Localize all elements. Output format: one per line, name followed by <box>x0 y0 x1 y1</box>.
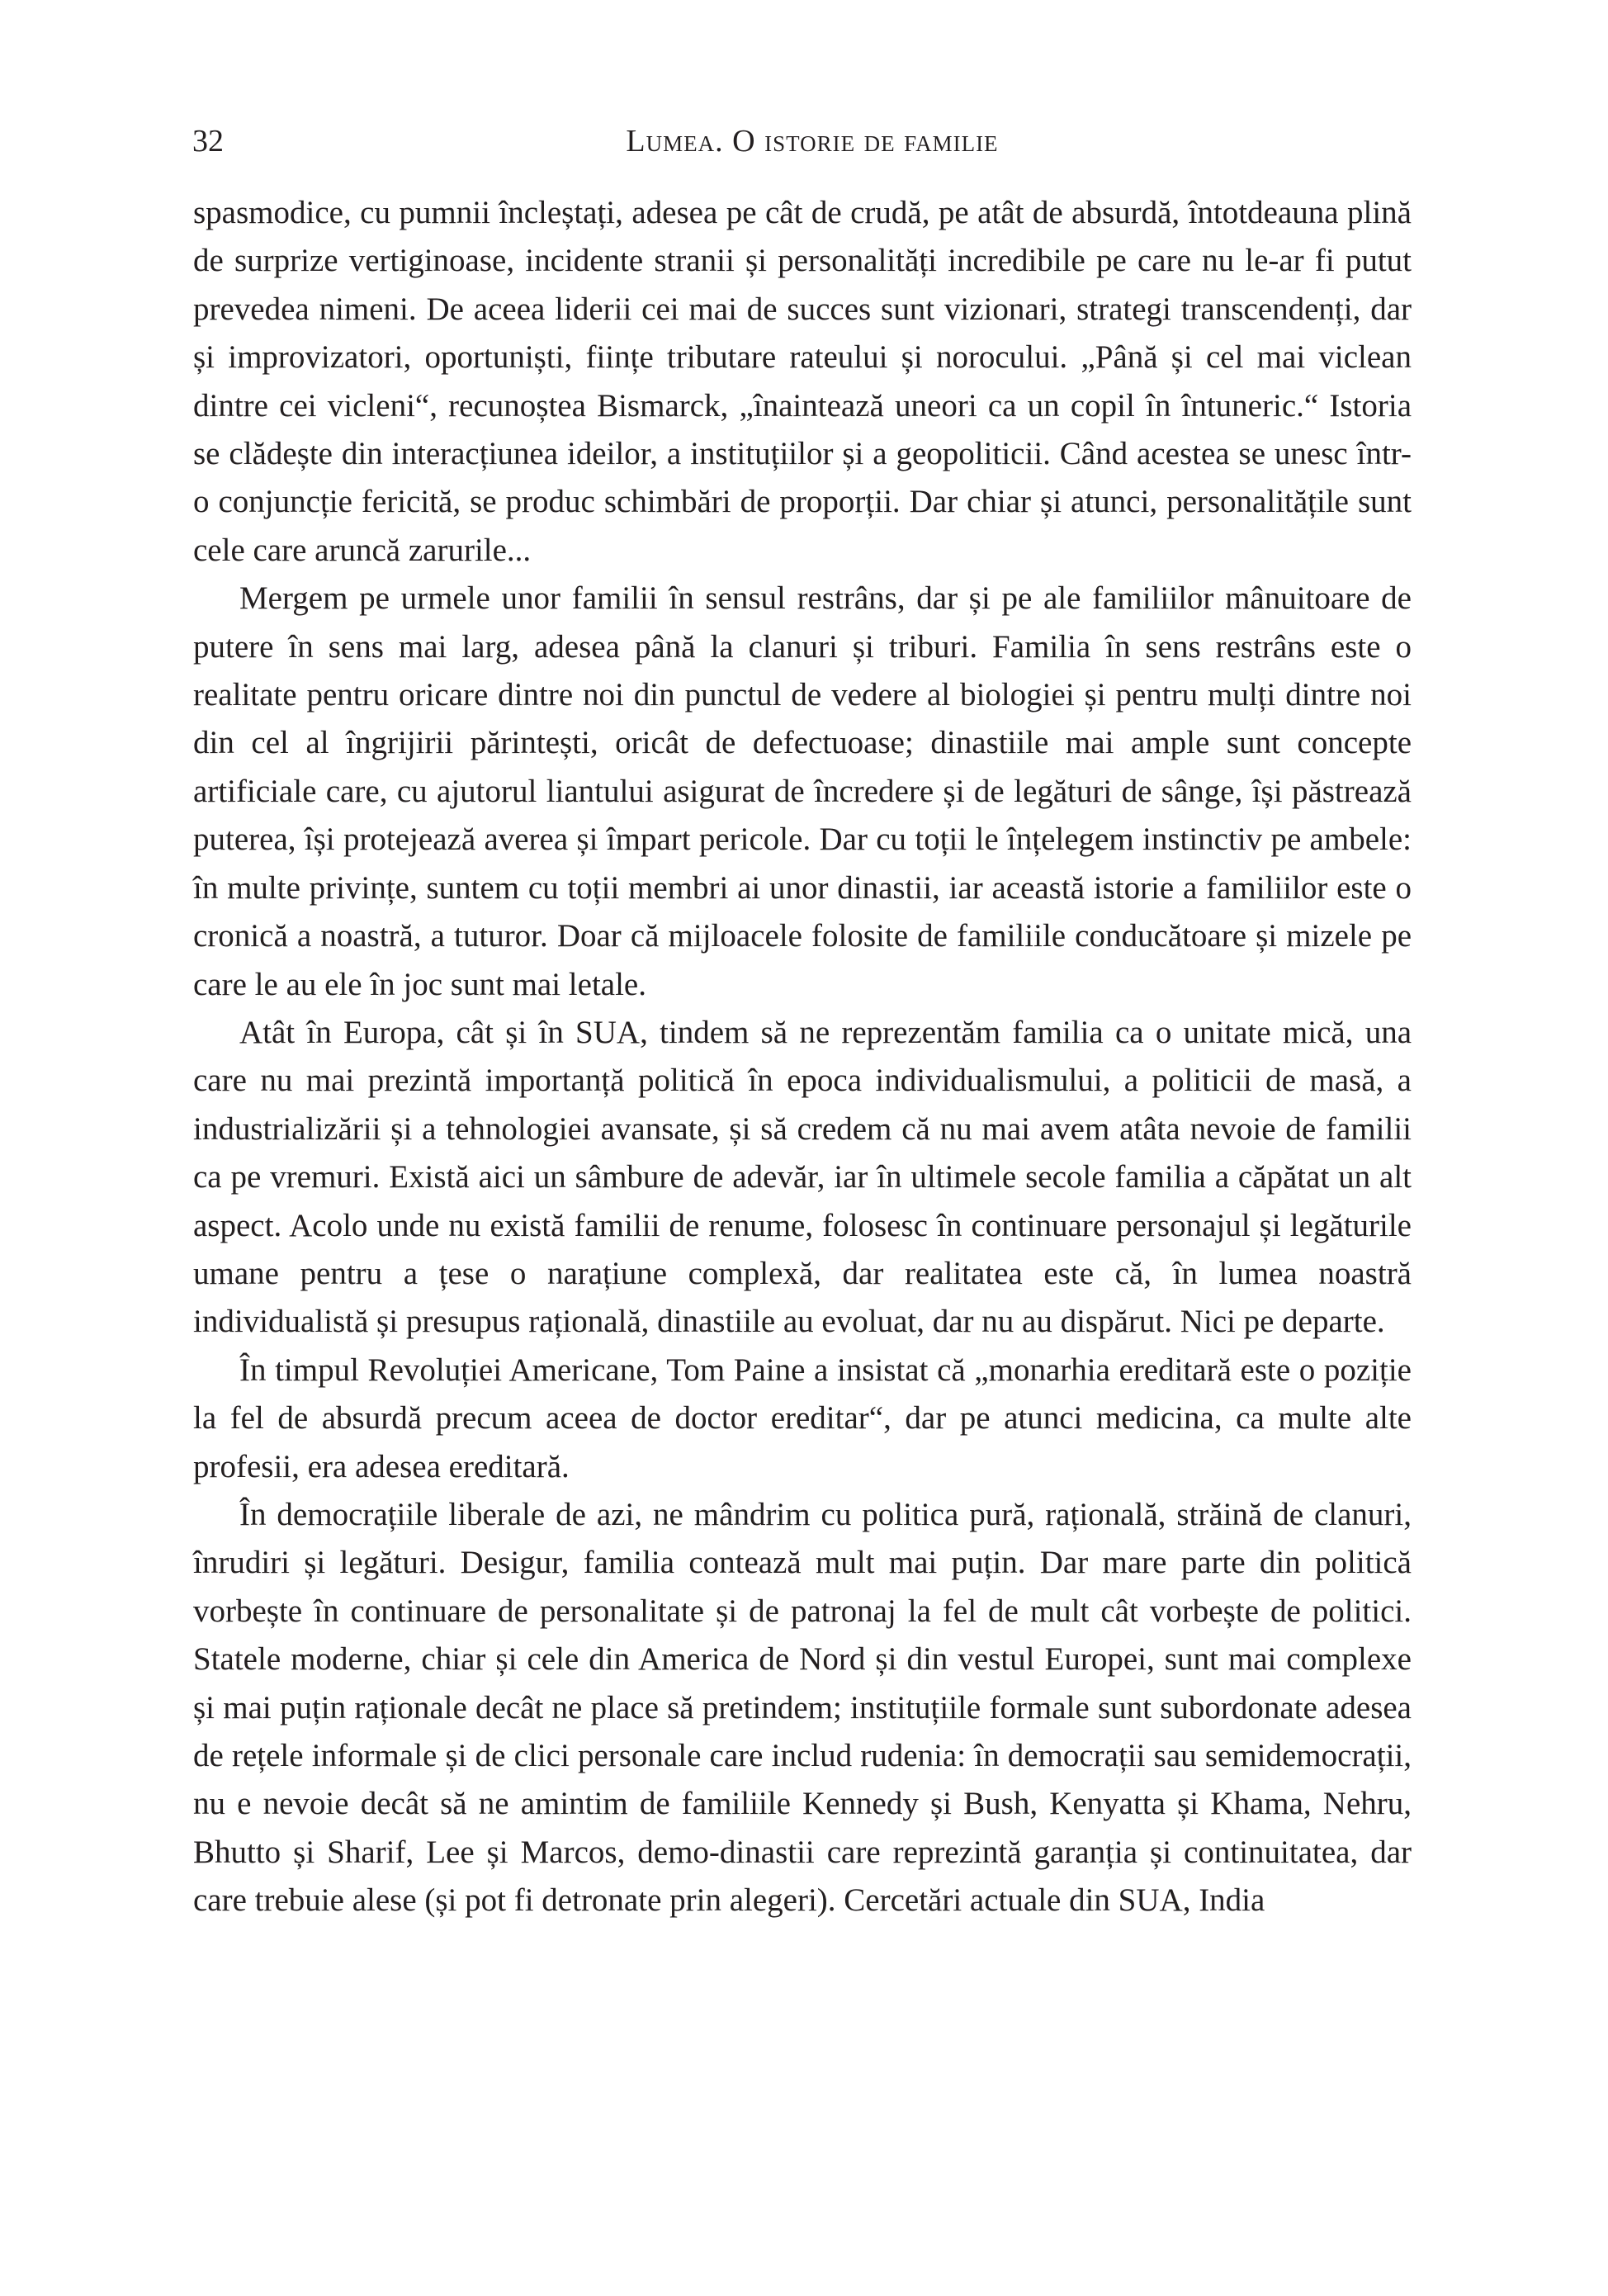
paragraph-3: Atât în Europa, cât și în SUA, tindem să ne reprezentăm familia ca o unitate mică, una care nu mai prezintă importanță politică în epoca individualismului, a politicii de masă, a industrializării și a tehnologiei avansate, și să credem că nu mai avem atâta nevoie de familii ca pe vremuri. Există aici un sâmbure de adevăr, iar în ultimele secole familia a căpătat un alt aspect. Acolo unde nu există familii de renume, folosesc în continuare personajul și legăturile umane pentru a țese o narațiune complexă, dar realitatea este că, în lumea noastră individualistă și presupus rațională, dinastiile au evoluat, dar nu au dispărut. Nici pe departe. <box>193 1014 1412 1340</box>
paragraph-4: În timpul Revoluției Americane, Tom Paine a insistat că „monarhia ereditară este o poziție la fel de absurdă precum aceea de doctor ereditar“, dar pe atunci medicina, ca multe alte profesii, era adesea ereditară. <box>193 1352 1412 1484</box>
running-head-title: Lumea. O istorie de familie <box>626 124 999 159</box>
paragraph-5: În democrațiile liberale de azi, ne mândrim cu politica pură, rațională, străină de clanuri, înrudiri și legături. Desigur, familia contează mult mai puțin. Dar mare parte din politică vorbește în continuare de personalitate și de patronaj la fel de mult cât vorbește de politici. Statele moderne, chiar și cele din America de Nord și din vestul Europei, sunt mai complexe și mai puțin raționale decât ne place să pretindem; instituțiile formale sunt subordonate adesea de rețele informale și de clici personale care includ rudenia: în democrații sau semidemocrații, nu e nevoie decât să ne amintim de familiile Kennedy și Bush, Kenyatta și Khama, Nehru, Bhutto și Sharif, Lee și Marcos, demo-dinastii care reprezintă garanția și continuitatea, dar care trebuie alese (și pot fi detronate prin alegeri). Cercetări actuale din SUA, India <box>193 1496 1412 1919</box>
body-text <box>193 189 1412 1925</box>
paragraph-2: Mergem pe urmele unor familii în sensul restrâns, dar și pe ale familiilor mânuitoare de putere în sens mai larg, adesea până la clanuri și triburi. Familia în sens restrâns este o realitate pentru oricare dintre noi din punctul de vedere al biologiei și pentru mulți dintre noi din cel al îngrijirii părintești, oricât de defectuoase; dinastiile mai ample sunt concepte artificiale care, cu ajutorul liantului asigurat de încredere și de legături de sânge, își păstrează puterea, își protejează averea și împart pericole. Dar cu toții le înțelegem instinctiv pe ambele: în multe privințe, suntem cu toții membri ai unor dinastii, iar această istorie a familiilor este o cronică a noastră, a tuturor. Doar că mijloacele folosite de familiile conducătoare și mizele pe care le au ele în joc sunt mai letale. <box>193 580 1412 1002</box>
page-number: 32 <box>192 124 224 159</box>
paragraph-1: spasmodice, cu pumnii încleștați, adesea pe cât de crudă, pe atât de absurdă, întotdeauna plină de surprize vertiginoase, incidente stranii și personalități incredibile pe care nu le-ar fi putut prevedea nimeni. De aceea liderii cei mai de succes sunt vizionari, strategi transcendenți, dar și improvizatori, oportuniști, ființe tributare rateului și norocului. „Până și cel mai viclean dintre cei vicleni“, recunoștea Bismarck, „înaintează uneori ca un copil în întuneric.“ Istoria se clădește din interacțiunea ideilor, a instituțiilor și a geopoliticii. Când acestea se unesc într-o conjuncție fericită, se produc schimbări de proporții. Dar chiar și atunci, personalitățile sunt cele care aruncă zarurile... <box>193 195 1412 568</box>
